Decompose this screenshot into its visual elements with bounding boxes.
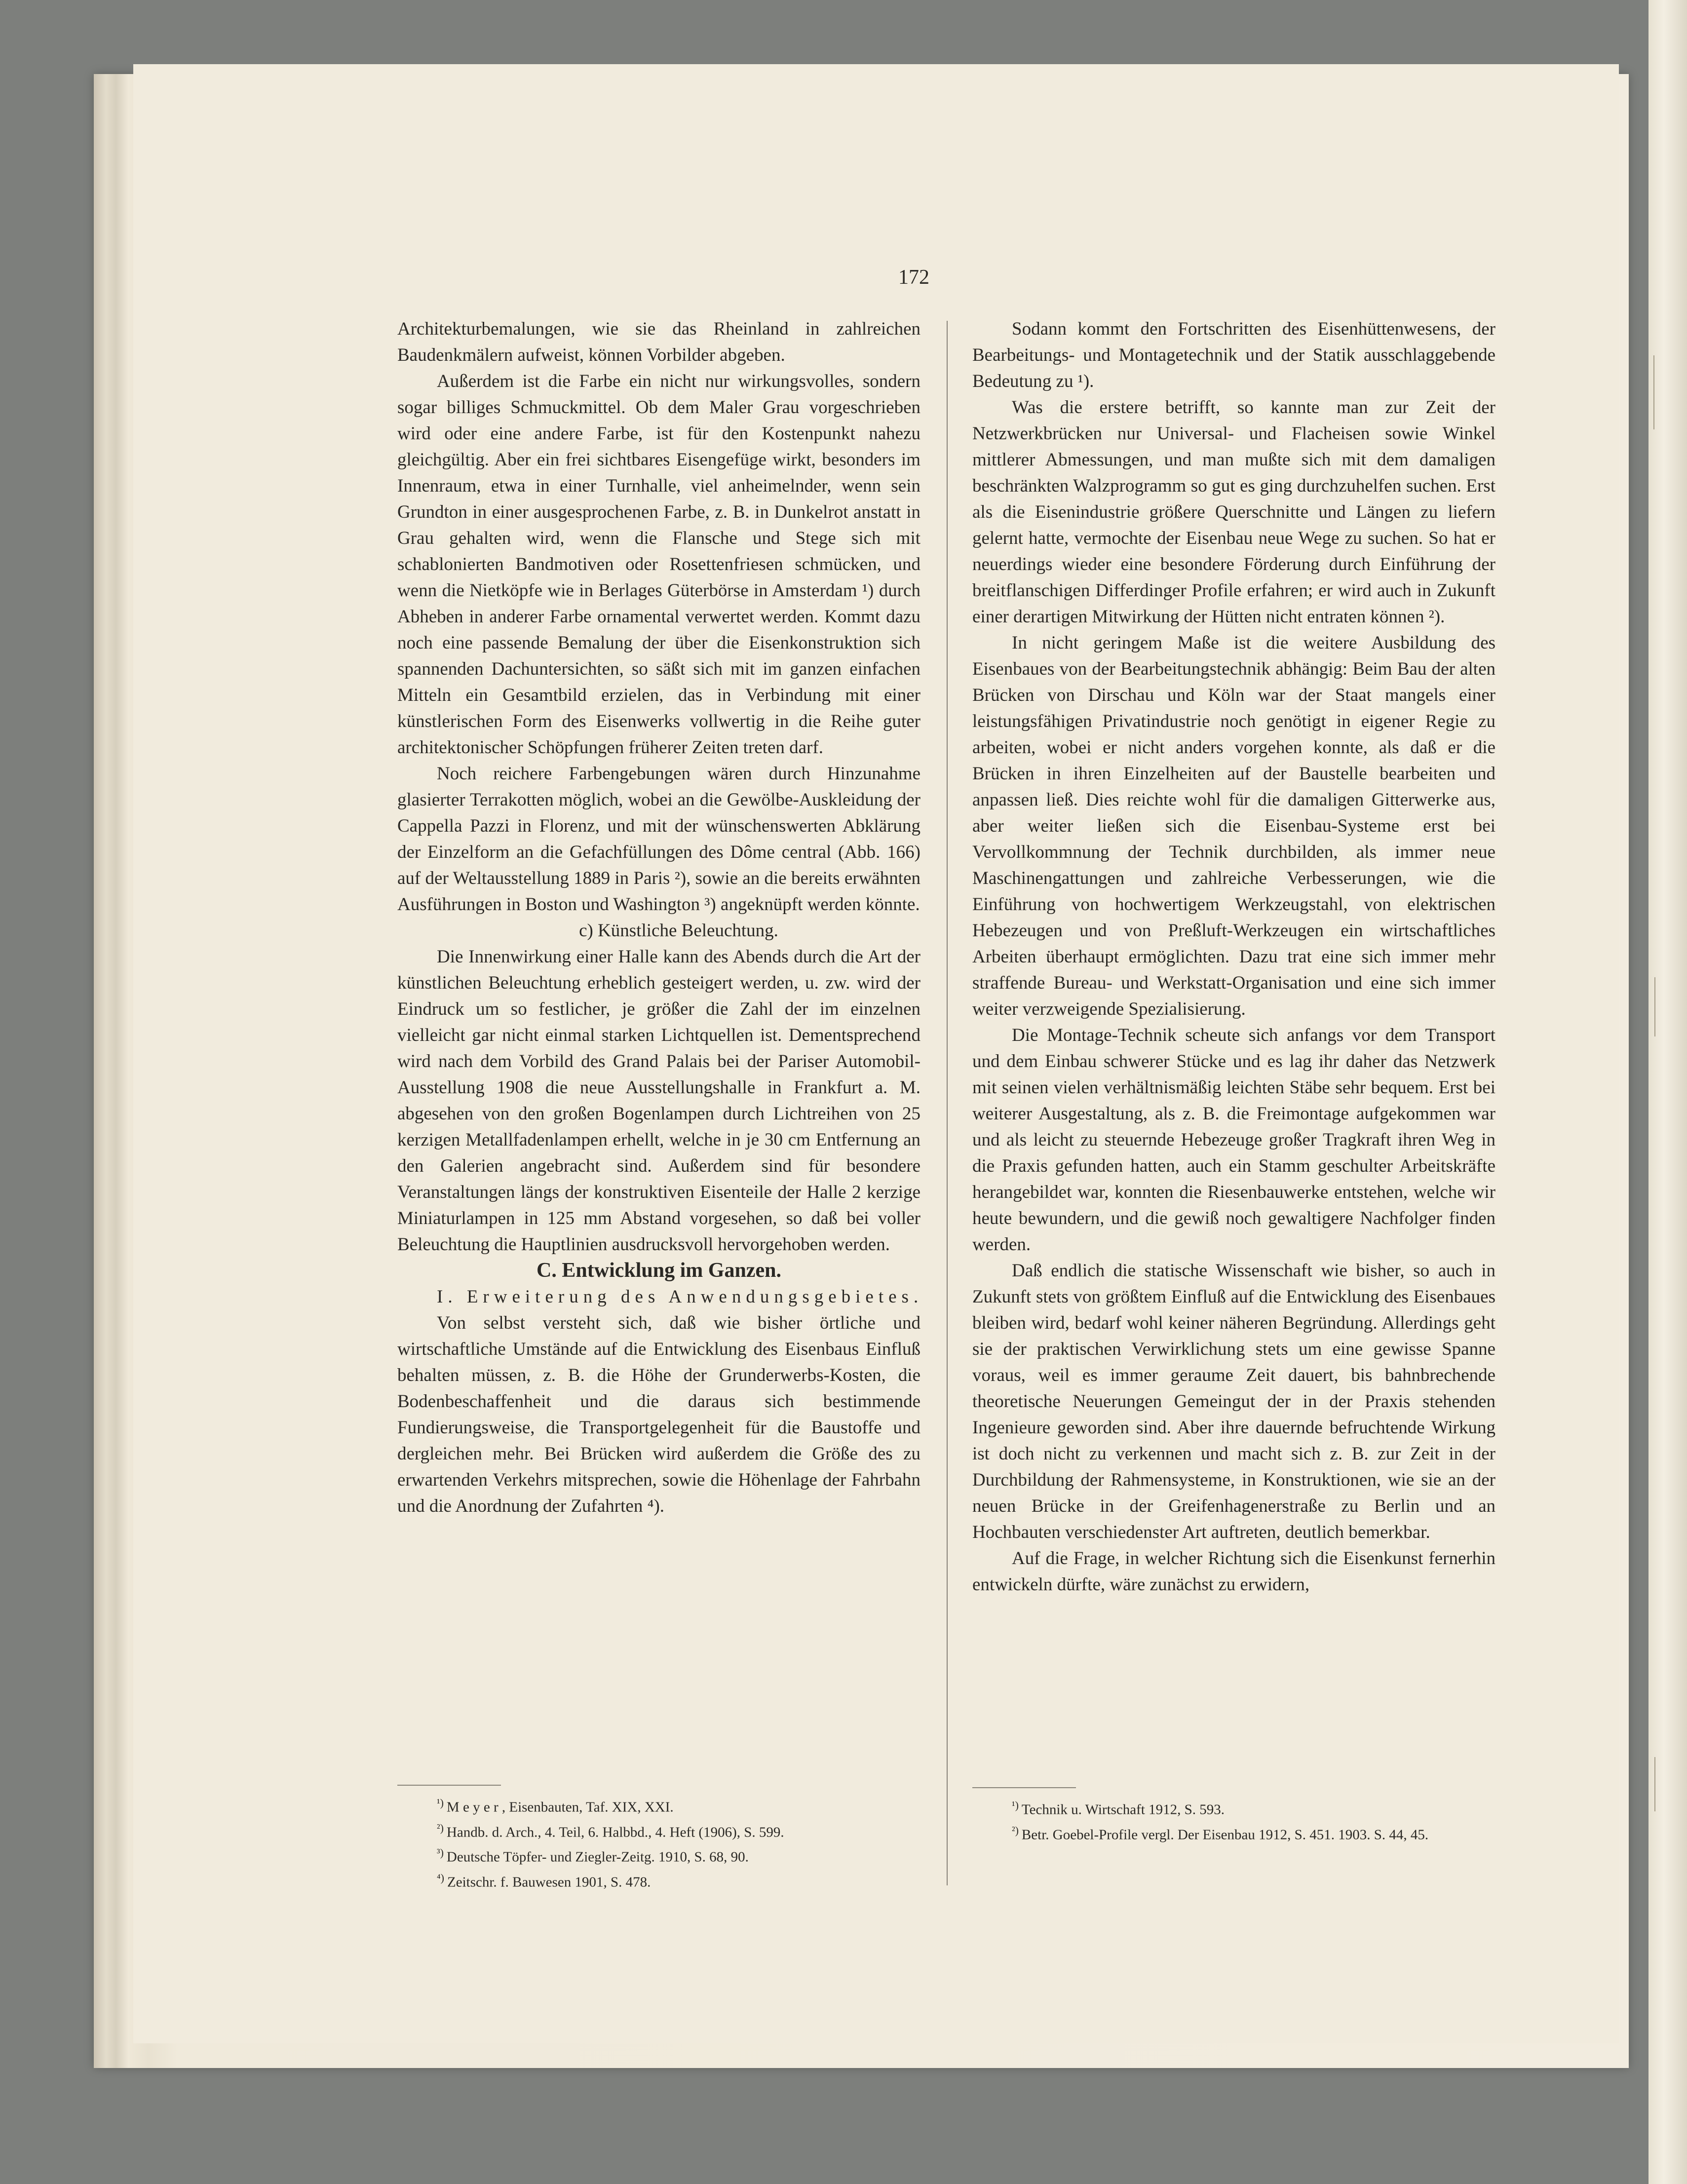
footnote <box>972 1820 1495 1845</box>
paragraph: Was die erstere betrifft, so kannte man zur Zeit der Netzwerkbrücken nur Universal- und Flacheisen sowie Winkel mittlerer Abmessungen, und man mußte sich mit dem damaligen beschränkten Walzprogramm so gut es ging durchzuhelfen suchen. Erst als die Eisenindustrie größere Querschnitte und Längen zu liefern gelernt hatte, vermochte der Eisenbau neue Wege zu suchen. So hat er neuerdings wieder eine besondere Förderung durch Einführung der breitflanschigen Differdinger Profile erfahren; er wird auch in Zukunft einer derartigen Mitwirkung der Hütten nicht entraten können ²). <box>972 397 1495 627</box>
subheading-lighting: c) Künstliche Beleuchtung. <box>579 920 778 941</box>
right-column <box>972 316 1495 1598</box>
edge-mark <box>1654 1757 1655 1811</box>
footnote-text: Zeitschr. f. Bauwesen 1901, S. 478. <box>447 1874 651 1890</box>
left-footnotes <box>397 1777 920 1893</box>
paragraph: Sodann kommt den Fortschritten des Eisenhüttenwesens, der Bearbeitungs- und Montagetechnik und der Statik ausschlaggebende Bedeutung zu ¹). <box>972 319 1495 391</box>
footnote-mark: ³) <box>437 1846 444 1859</box>
footnote <box>397 1793 920 1818</box>
paragraph: Von selbst versteht sich, daß wie bisher örtliche und wirtschaftliche Umstände auf die Entwicklung des Eisenbaus Einfluß behalten müssen, z. B. die Höhe der Grunderwerbs-Kosten, die Bodenbeschaffenheit und die daraus sich bestimmende Fundierungsweise, die Transportgelegenheit für die Baustoffe und dergleichen mehr. Bei Brücken wird außerdem die Größe des zu erwartenden Verkehrs mitsprechen, sowie die Höhenlage der Fahrbahn und die Anordnung der Zufahrten ⁴). <box>397 1313 920 1516</box>
paragraph: In nicht geringem Maße ist die weitere Ausbildung des Eisenbaues von der Bearbeitungstechnik abhängig: Beim Bau der alten Brücken von Dirschau und Köln war der Staat mangels einer leistungsfähigen Privatindustrie noch genötigt in eigener Regie zu arbeiten, wobei er nicht anders vorgehen konnte, als daß er die Brücken in ihren Einzelheiten auf der Baustelle bearbeiten und anpassen ließ. Dies reichte wohl für die damaligen Gitterwerke aus, aber weiter ließen sich die Eisenbau-Systeme erst bei Vervollkommnung der Technik durchbilden, als immer neue Maschinengattungen und zahlreiche Verbesserungen, wie die Einführung von hochwertigem Werkzeugstahl, von elektrischen Hebezeugen und von Preßluft-Werkzeugen ein wirtschaftliches Arbeiten überhaupt ermöglichten. Dazu trat eine sich immer mehr straffende Bureau- und Werkstatt-Organisation und eine sich immer weiter verzweigende Spezialisierung. <box>972 633 1495 1019</box>
footnote-text: Deutsche Töpfer- und Ziegler-Zeitg. 1910, S. 68, 90. <box>446 1849 749 1865</box>
paragraph: Außerdem ist die Farbe ein nicht nur wirkungsvolles, sondern sogar billiges Schmuckmittel. Ob dem Maler Grau vorgeschrieben wird oder eine andere Farbe, ist für den Kostenpunkt nahezu gleichgültig. Aber ein frei sichtbares Eisengefüge wirkt, besonders im Innenraum, etwa in einer Turnhalle, viel anheimelnder, wenn sein Grundton in einer ausgesprochenen Farbe, z. B. in Dunkelrot anstatt in Grau gehalten wird, wenn die Flansche und Stege sich mit schablonierten Bandmotiven oder Rosettenfriesen schmücken, und wenn die Nietköpfe wie in Berlages Güterbörse in Amsterdam ¹) durch Abheben in anderer Farbe ornamental verwertet werden. Kommt dazu noch eine passende Bemalung der über die Eisenkonstruktion sich spannenden Dachuntersichten, so säßt sich mit im ganzen einfachen Mitteln ein Gesamtbild erzielen, das in Verbindung mit einer künstlerischen Form des Eisenwerks vollwertig in die Reihe guter architektonischer Schöpfungen früherer Zeiten treten darf. <box>397 371 920 758</box>
paragraph: Architekturbemalungen, wie sie das Rheinland in zahlreichen Baudenkmälern aufweist, können Vorbilder abgeben. <box>397 319 920 365</box>
paragraph: Die Innenwirkung einer Halle kann des Abends durch die Art der künstlichen Beleuchtung erheblich gesteigert werden, u. zw. wird der Eindruck um so festlicher, je größer die Zahl der im einzelnen vielleicht gar nicht einmal starken Lichtquellen ist. Dementsprechend wird nach dem Vorbild des Grand Palais bei der Pariser Automobil-Ausstellung 1908 die neue Ausstellungshalle in Frankfurt a. M. abgesehen von den großen Bogenlampen durch Lichtreihen von 25 kerzigen Metallfadenlampen erhellt, welche in je 30 cm Entfernung an den Galerien angebracht sind. Außerdem sind für besondere Veranstaltungen längs der konstruktiven Eisenteile der Halle 2 kerzige Miniaturlampen in 125 mm Abstand vorgesehen, so daß bei voller Beleuchtung die Hauptlinien ausdrucksvoll hervorgehoben werden. <box>397 947 920 1255</box>
paragraph: Die Montage-Technik scheute sich anfangs vor dem Transport und dem Einbau schwerer Stücke und es lag ihr daher das Netzwerk mit seinen vielen verhältnismäßig leichten Stäbe sehr bequem. Erst bei weiterer Ausgestaltung, als z. B. die Freimontage aufgekommen war und als leicht zu steuernde Hebezeuge großer Tragkraft ihren Weg in die Praxis gefunden hatten, auch ein Stamm geschulter Arbeitskräfte herangebildet war, konnten die Riesenbauwerke entstehen, welche wir heute bewundern, und die gewiß noch gewaltigere Nachfolger finden werden. <box>972 1025 1495 1255</box>
paragraph: Auf die Frage, in welcher Richtung sich die Eisenkunst fernerhin entwickeln dürfte, wäre zunächst zu erwidern, <box>972 1548 1495 1595</box>
footnote <box>397 1818 920 1843</box>
paragraph: Daß endlich die statische Wissenschaft wie bisher, so auch in Zukunft stets von größtem Einfluß auf die Entwicklung des Eisenbaues bleiben wird, bedarf wohl keiner näheren Begründung. Allerdings geht sie der praktischen Verwirklichung stets um eine gewisse Spanne voraus, weil es immer geraume Zeit dauert, bis bahnbrechende theoretische Neuerungen Gemeingut der in der Praxis stehenden Ingenieure geworden sind. Aber ihre dauernde befruchtende Wirkung ist doch nicht zu verkennen und macht sich z. B. zur Zeit in der Durchbildung der Rahmensysteme, in Konstruktionen, wie sie an der neuen Brücke in der Greifenhagenerstraße zu Berlin und an Hochbauten verschiedenster Art auftreten, deutlich bemerkbar. <box>972 1261 1495 1542</box>
footnote-mark: ¹) <box>1012 1799 1019 1811</box>
footnote-text: Handb. d. Arch., 4. Teil, 6. Halbbd., 4. Heft (1906), S. 599. <box>446 1824 784 1840</box>
footnote-mark: ²) <box>437 1821 444 1834</box>
footnote-text: M e y e r , Eisenbauten, Taf. XIX, XXI. <box>446 1799 674 1815</box>
column-divider <box>947 321 948 1885</box>
footnote <box>397 1868 920 1893</box>
edge-mark <box>1654 977 1655 1036</box>
section-heading: C. Entwicklung im Ganzen. <box>537 1259 781 1282</box>
footnote-text: Technik u. Wirtschaft 1912, S. 593. <box>1021 1801 1225 1818</box>
edge-mark <box>1653 355 1654 429</box>
footnote-mark: ²) <box>1012 1824 1019 1837</box>
right-footnotes <box>972 1779 1495 1845</box>
footnote-mark: ¹) <box>437 1797 444 1809</box>
paragraph: Noch reichere Farbengebungen wären durch Hinzunahme glasierter Terrakotten möglich, wobei an die Gewölbe-Auskleidung der Cappella Pazzi in Florenz, und mit der wünschenswerten Abklärung der Einzelform an die Gefachfüllungen des Dôme central (Abb. 166) auf der Weltausstellung 1889 in Paris ²), sowie an die bereits erwähnten Ausführungen in Boston und Washington ³) angeknüpft werden könnte. <box>397 764 920 915</box>
page-number: 172 <box>898 266 929 289</box>
footnote <box>972 1795 1495 1820</box>
footnote-mark: ⁴) <box>437 1871 444 1884</box>
left-column <box>397 316 923 1519</box>
footnote-rule <box>972 1787 1076 1788</box>
footnote-rule <box>397 1785 501 1786</box>
facing-page-edge <box>1649 0 1687 2184</box>
footnote <box>397 1842 920 1868</box>
footnote-text: Betr. Goebel-Profile vergl. Der Eisenbau 1912, S. 451. 1903. S. 44, 45. <box>1021 1827 1429 1843</box>
subsection-heading: I. Erweiterung des Anwendungsgebietes. <box>437 1287 923 1307</box>
